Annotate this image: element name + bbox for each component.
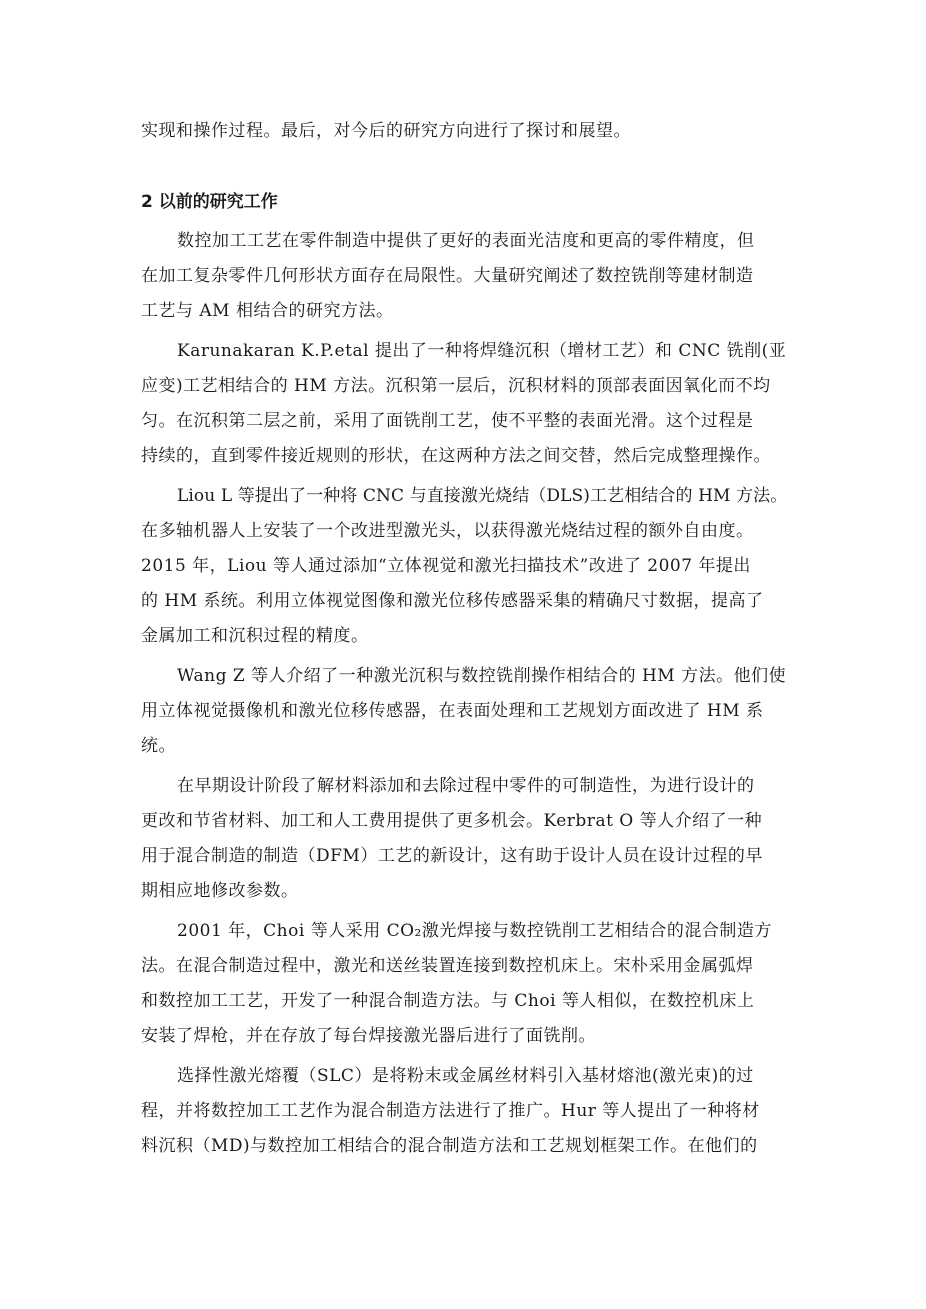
paragraph-line: 安装了焊枪，并在存放了每台焊接激光器后进行了面铣削。 xyxy=(141,1026,596,1046)
paragraph-line: 金属加工和沉积过程的精度。 xyxy=(141,626,369,646)
paragraph-line: Karunakaran K.P.etal 提出了一种将焊缝沉积（增材工艺）和 CNC 铣削(亚 xyxy=(177,341,787,361)
paragraph-line: 在加工复杂零件几何形状方面存在局限性。大量研究阐述了数控铣削等建材制造 xyxy=(141,266,754,286)
paragraph-line: 和数控加工工艺，开发了一种混合制造方法。与 Choi 等人相似，在数控机床上 xyxy=(141,991,755,1011)
paragraph-line: 统。 xyxy=(141,736,176,756)
paragraph-line: 料沉积（MD)与数控加工相结合的混合制造方法和工艺规划框架工作。在他们的 xyxy=(141,1136,758,1156)
paragraph-line: 应变)工艺相结合的 HM 方法。沉积第一层后，沉积材料的顶部表面因氧化而不均 xyxy=(141,376,771,396)
paragraph-line: 匀。在沉积第二层之前，采用了面铣削工艺，使不平整的表面光滑。这个过程是 xyxy=(141,411,754,431)
paragraph-line: 在多轴机器人上安装了一个改进型激光头，以获得激光烧结过程的额外自由度。 xyxy=(141,521,754,541)
paragraph-line: 选择性激光熔覆（SLC）是将粉末或金属丝材料引入基材熔池(激光束)的过 xyxy=(177,1066,754,1086)
paragraph-line: 法。在混合制造过程中，激光和送丝装置连接到数控机床上。宋朴采用金属弧焊 xyxy=(141,956,754,976)
paragraph-line: 持续的，直到零件接近规则的形状，在这两种方法之间交替，然后完成整理操作。 xyxy=(141,446,771,466)
paragraph-line: 2001 年，Choi 等人采用 CO₂激光焊接与数控铣削工艺相结合的混合制造方 xyxy=(177,921,772,941)
paragraph-line: 的 HM 系统。利用立体视觉图像和激光位移传感器采集的精确尺寸数据，提高了 xyxy=(141,591,764,611)
paragraph-line: 用于混合制造的制造（DFM）工艺的新设计，这有助于设计人员在设计过程的早 xyxy=(141,846,763,866)
paragraph-line: 更改和节省材料、加工和人工费用提供了更多机会。Kerbrat O 等人介绍了一种 xyxy=(141,811,763,831)
section-heading: 2 以前的研究工作 xyxy=(141,192,278,212)
paragraph-line: 期相应地修改参数。 xyxy=(141,881,299,901)
paragraph-line: 程，并将数控加工工艺作为混合制造方法进行了推广。Hur 等人提出了一种将材 xyxy=(141,1101,760,1121)
paragraph-line: 数控加工工艺在零件制造中提供了更好的表面光洁度和更高的零件精度，但 xyxy=(177,231,755,251)
paragraph-line: Liou L 等提出了一种将 CNC 与直接激光烧结（DLS)工艺相结合的 HM 方法。 xyxy=(177,486,788,506)
paragraph-line: 在早期设计阶段了解材料添加和去除过程中零件的可制造性，为进行设计的 xyxy=(177,776,755,796)
paragraph-line: Wang Z 等人介绍了一种激光沉积与数控铣削操作相结合的 HM 方法。他们使 xyxy=(177,666,787,686)
paragraph-line: 实现和操作过程。最后，对今后的研究方向进行了探讨和展望。 xyxy=(141,121,631,141)
paragraph-line: 用立体视觉摄像机和激光位移传感器，在表面处理和工艺规划方面改进了 HM 系 xyxy=(141,701,764,721)
paragraph-line: 2015 年，Liou 等人通过添加“立体视觉和激光扫描技术”改进了 2007 年提出 xyxy=(141,556,751,576)
paragraph-line: 工艺与 AM 相结合的研究方法。 xyxy=(141,301,394,321)
